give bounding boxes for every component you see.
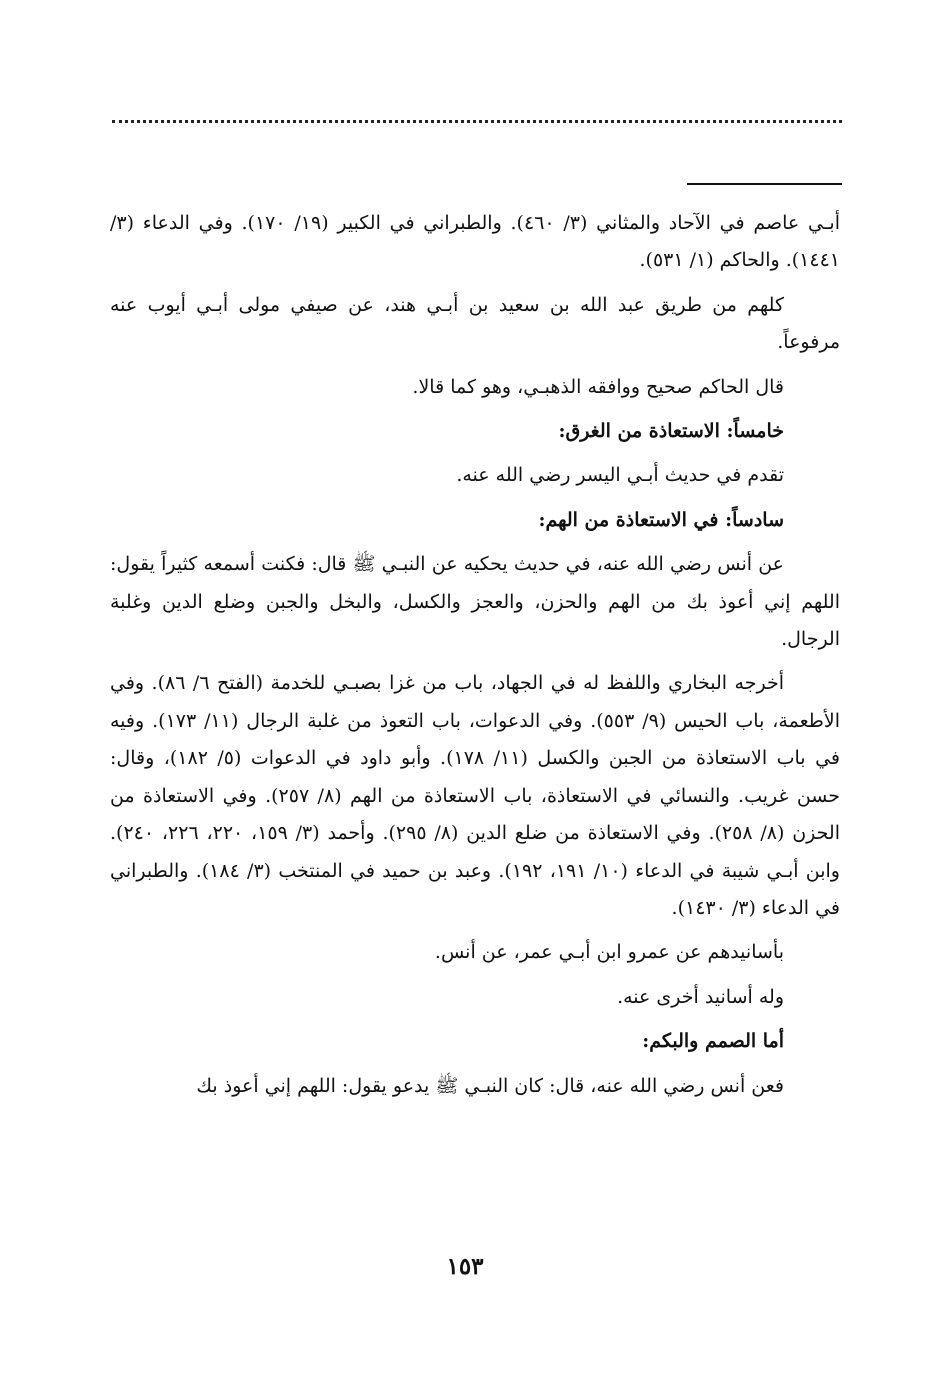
page-body xyxy=(110,205,840,1105)
paragraph-reference: تقدم في حديث أبـي اليسر رضي الله عنه. xyxy=(456,464,784,487)
dotted-separator xyxy=(112,120,842,123)
footnote-rule xyxy=(687,183,842,185)
section-heading-fifth: خامساً: الاستعاذة من الغرق: xyxy=(558,420,784,443)
paragraph-citation-continuation: أبـي عاصم في الآحاد والمثاني (٣/ ٤٦٠). والطبراني في الكبير (١٩/ ١٧٠). وفي الدعاء (٣/ ١٤٤١). والحاكم (١/ ٥٣١). xyxy=(110,212,840,272)
paragraph-hadith: عن أنس رضي الله عنه، في حديث يحكيه عن النبـي ﷺ قال: فكنت أسمعه كثيراً يقول: اللهم إني أعوذ بك من الهم والحزن، والعجز والكسل، والبخل والجبن وضلع الدين وغلبة الرجال. xyxy=(110,553,840,651)
paragraph-chain-note: كلهم من طريق عبد الله بن سعيد بن أبـي هند، عن صيفي مولى أبـي أيوب عنه مرفوعاً. xyxy=(110,293,840,354)
page-number: ١٥٣ xyxy=(446,1253,484,1280)
paragraph-hadith-continues: فعن أنس رضي الله عنه، قال: كان النبـي ﷺ يدعو يقول: اللهم إني أعوذ بك xyxy=(196,1074,784,1097)
paragraph-chains: بأسانيدهم عن عمرو ابن أبـي عمر، عن أنس. xyxy=(434,941,784,964)
paragraph-other-chains: وله أسانيد أخرى عنه. xyxy=(617,985,784,1008)
paragraph-hakim-note: قال الحاكم صحيح ووافقه الذهبـي، وهو كما قالا. xyxy=(412,375,784,398)
paragraph-takhrij: أخرجه البخاري واللفظ له في الجهاد، باب من غزا بصبـي للخدمة (الفتح ٦/ ٨٦). وفي الأطعمة، باب الحيس (٩/ ٥٥٣). وفي الدعوات، باب التعوذ من غلبة الرجال (١١/ ١٧٣). وفيه في باب الاستعاذة من الجبن والكسل (١١/ ١٧٨). وأبو داود في الدعوات (٥/ ١٨٢)، وقال: حسن غريب. والنسائي في الاستعاذة، باب الاستعاذة من الهم (٨/ ٢٥٧). وفي الاستعاذة من الحزن (٨/ ٢٥٨). وفي الاستعاذة من ضلع الدين (٨/ ٢٩٥). وأحمد (٣/ ١٥٩، ٢٢٠، ٢٢٦، ٢٤٠). وابن أبـي شيبة في الدعاء (١٠/ ١٩١، ١٩٢). وعبد بن حميد في المنتخب (٣/ ١٨٤). والطبراني في الدعاء (٣/ ١٤٣٠). xyxy=(110,672,840,919)
section-heading-deafness: أما الصمم والبكم: xyxy=(642,1030,784,1053)
section-heading-sixth: سادساً: في الاستعاذة من الهم: xyxy=(538,508,784,531)
